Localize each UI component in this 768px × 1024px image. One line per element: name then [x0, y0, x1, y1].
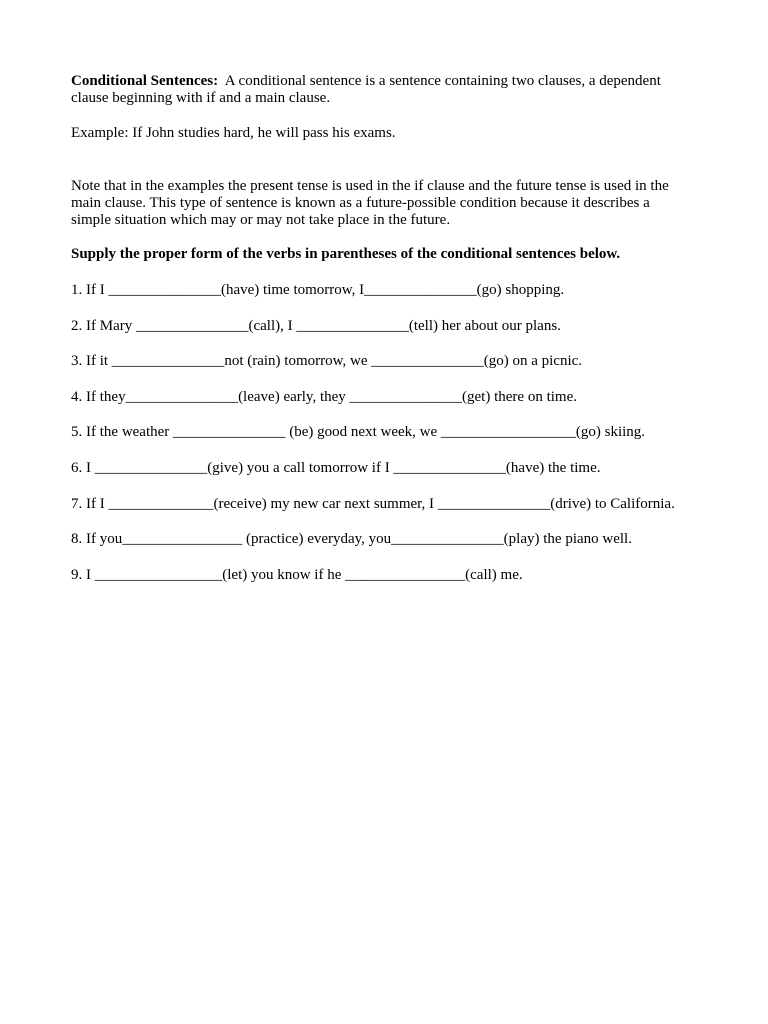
exercise-item: 1. If I _______________(have) time tomorrow, I_______________(go) shopping.	[71, 282, 565, 298]
exercise-item: 7. If I ______________(receive) my new car next summer, I _______________(drive) to California.	[71, 495, 675, 512]
document-page	[71, 73, 691, 602]
intro-paragraph	[71, 73, 691, 107]
exercise-instruction: Supply the proper form of the verbs in parentheses of the conditional sentences below.	[71, 246, 621, 262]
exercise-item: 6. I _______________(give) you a call tomorrow if I _______________(have) the time.	[71, 459, 601, 476]
exercise-item: 4. If they_______________(leave) early, they _______________(get) there on time.	[71, 388, 577, 405]
exercise-list	[71, 282, 691, 584]
exercise-item: 5. If the weather _______________ (be) good next week, we __________________(go) skiing.	[71, 424, 646, 441]
intro-text: A conditional sentence is a sentence containing two clauses, a dependent clause beginning with if and a main clause.	[71, 73, 661, 106]
exercise-item: 3. If it _______________not (rain) tomorrow, we _______________(go) on a picnic.	[71, 353, 583, 370]
example-sentence: Example: If John studies hard, he will pass his exams.	[71, 125, 396, 141]
exercise-item: 8. If you________________ (practice) everyday, you_______________(play) the piano well.	[71, 531, 632, 548]
intro-heading: Conditional Sentences:	[71, 73, 219, 89]
note-paragraph: Note that in the examples the present tense is used in the if clause and the future tense is used in the main clause. This type of sentence is known as a future-possible condition because it describes a simple situation which may or may not take place in the future.	[71, 178, 669, 228]
exercise-item: 9. I _________________(let) you know if he ________________(call) me.	[71, 566, 523, 583]
exercise-item: 2. If Mary _______________(call), I _______________(tell) her about our plans.	[71, 317, 561, 334]
